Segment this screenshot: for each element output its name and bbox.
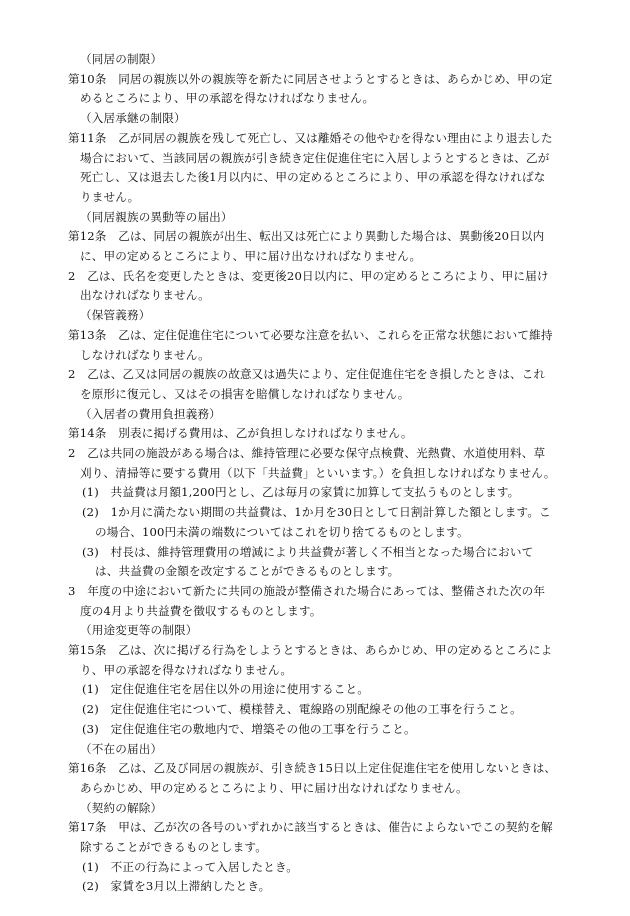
section-heading: （入居承継の制限）	[80, 111, 186, 126]
article-line: 2 乙は、氏名を変更したときは、変更後20日以内に、甲の定めるところにより、甲に届け	[68, 268, 549, 283]
section-heading: （不在の届出）	[80, 741, 163, 756]
continuation-line: 出なければなりません。	[80, 288, 210, 303]
continuation-line: 刈り、清掃等に要する費用（以下「共益費」といいます。）を負担しなければなりません。	[80, 465, 556, 480]
article-line: 2 乙は共同の施設がある場合は、維持管理に必要な保守点検費、光熱費、水道使用料、草	[68, 446, 546, 460]
article-line: 第14条 別表に掲げる費用は、乙が負担しなければなりません。	[68, 426, 413, 441]
continuation-line: 度の4月より共益費を徴収するものとします。	[80, 603, 322, 618]
section-heading: （契約の解除）	[80, 800, 163, 815]
list-item: (2) 家賃を3月以上滞納したとき。	[82, 879, 271, 894]
section-heading: （同居の制限）	[80, 52, 163, 66]
continuation-line: を原形に復元し、又はその損害を賠償しなければなりません。	[80, 386, 410, 401]
continuation-line: しなければなりません。	[80, 347, 210, 362]
list-item: (1) 定住促進住宅を居住以外の用途に使用すること。	[82, 682, 369, 697]
continuation-line: に、甲の定めるところにより、甲に届け出なければなりません。	[80, 249, 422, 263]
article-line: 第12条 乙は、同居の親族が出生、転出又は死亡により異動した場合は、異動後20日以内	[68, 229, 545, 244]
list-item-continuation: は、共益費の金額を改定することができるものとします。	[95, 564, 400, 579]
list-item: (1) 不正の行為によって入居したとき。	[82, 859, 299, 874]
article-line: 第10条 同居の親族以外の親族等を新たに同居させようとするときは、あらかじめ、甲の定	[68, 71, 553, 86]
section-heading: （入居者の費用負担義務）	[80, 406, 221, 421]
continuation-line: りません。	[80, 189, 140, 204]
article-line: 3 年度の中途において新たに共同の施設が整備された場合にあっては、整備された次の年	[68, 583, 546, 598]
section-heading: （同居親族の異動等の届出）	[80, 209, 233, 224]
article-line: 2 乙は、乙又は同居の親族の故意又は過失により、定住促進住宅をき損したときは、これ	[68, 367, 546, 382]
continuation-line: り、甲の承認を得なければなりません。	[80, 662, 293, 677]
continuation-line: あらかじめ、甲の定めるところにより、甲に届け出なければなりません。	[80, 780, 468, 795]
article-line: 第15条 乙は、次に掲げる行為をしようとするときは、あらかじめ、甲の定めるところによ	[68, 643, 553, 657]
list-item: (3) 村長は、維持管理費用の増減により共益費が著しく不相当となった場合において	[82, 544, 534, 559]
section-heading: （用途変更等の制限）	[80, 623, 198, 638]
article-line: 第11条 乙が同居の親族を残して死亡し、又は離婚その他やむを得ない理由により退去した	[68, 130, 553, 145]
list-item: (3) 定住促進住宅の敷地内で、増築その他の工事を行うこと。	[82, 721, 416, 736]
list-item: (2) 定住促進住宅について、模様替え、電線路の別配線その他の工事を行うこと。	[82, 702, 522, 717]
article-line: 第13条 乙は、定住促進住宅について必要な注意を払い、これらを正常な状態において維持	[68, 327, 553, 342]
section-heading: （保管義務）	[80, 308, 151, 323]
article-line: 第17条 甲は、乙が次の各号のいずれかに該当するときは、催告によらないでこの契約を解	[68, 820, 553, 835]
article-line: 第16条 乙は、乙及び同居の親族が、引き続き15日以上定住促進住宅を使用しないときは、	[68, 761, 557, 776]
list-item: (2) 1か月に満たない期間の共益費は、1か月を30日として日割計算した額とします。こ	[82, 505, 551, 520]
list-item: (1) 共益費は月額1,200円とし、乙は毎月の家賃に加算して支払うものとします。	[82, 485, 520, 500]
continuation-line: 除することができるものとします。	[80, 840, 267, 854]
continuation-line: 場合において、当該同居の親族が引き続き定住促進住宅に入居しようとするときは、乙が	[80, 150, 550, 165]
continuation-line: めるところにより、甲の承認を得なければなりません。	[80, 91, 375, 106]
list-item-continuation: の場合、100円未満の端数についてはこれを切り捨てるものとします。	[95, 524, 469, 539]
continuation-line: 死亡し、又は退去した後1月以内に、甲の定めるところにより、甲の承認を得なければな	[80, 170, 546, 185]
